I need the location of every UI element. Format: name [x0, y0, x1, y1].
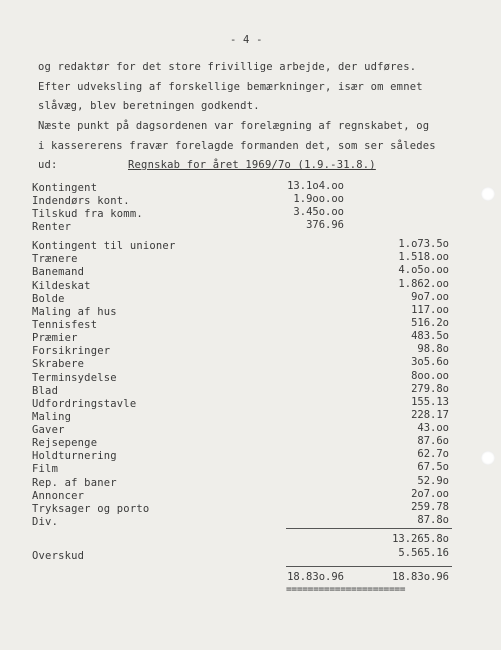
income-amount: 13.1o4.oo [287, 180, 344, 192]
expense-amount: 43.oo [417, 422, 449, 434]
subtotal-rule [286, 528, 452, 529]
expense-label: Banemand [32, 266, 85, 278]
expense-amount: 1.518.oo [398, 251, 449, 263]
income-amount: 3.45o.oo [293, 206, 344, 218]
expense-amount: 279.8o [411, 383, 449, 395]
expense-amount: 155.13 [411, 396, 449, 408]
expense-amount: 8oo.oo [411, 370, 449, 382]
expense-label: Trænere [32, 253, 78, 265]
total-left-amount: 18.83o.96 [287, 571, 344, 583]
expense-amount: 4.o5o.oo [398, 264, 449, 276]
expense-amount: 228.17 [411, 409, 449, 421]
expense-label: Udfordringstavle [32, 398, 137, 410]
expense-amount: 52.9o [417, 475, 449, 487]
expense-amount: 117.oo [411, 304, 449, 316]
expense-label: Holdturnering [32, 450, 117, 462]
expense-amount: 2o7.oo [411, 488, 449, 500]
page-number: - 4 - [230, 34, 263, 46]
expense-label: Film [32, 463, 59, 475]
expense-label: Skrabere [32, 358, 85, 370]
paragraph-line: Efter udveksling af forskellige bemærkninger, især om emnet [38, 81, 423, 93]
expense-label: Terminsydelse [32, 372, 117, 384]
expense-amount: 87.8o [417, 514, 449, 526]
income-amount: 376.96 [306, 219, 344, 231]
expense-label: Forsikringer [32, 345, 111, 357]
expense-amount: 62.7o [417, 448, 449, 460]
expense-label: Præmier [32, 332, 78, 344]
regnskab-title: Regnskab for året 1969/7o (1.9.-31.8.) [128, 159, 376, 171]
punch-hole-top [481, 187, 495, 201]
expense-amount: 259.78 [411, 501, 449, 513]
overskud-amount: 5.565.16 [398, 547, 449, 559]
expense-amount: 1.862.oo [398, 278, 449, 290]
expense-label: Blad [32, 385, 59, 397]
expense-label: Rep. af baner [32, 477, 117, 489]
expense-amount: 98.8o [417, 343, 449, 355]
subtotal-amount: 13.265.8o [392, 533, 449, 545]
total-rule [286, 566, 452, 567]
paragraph-line: slåvæg, blev beretningen godkendt. [38, 100, 260, 112]
expense-amount: 87.6o [417, 435, 449, 447]
expense-label: Kontingent til unioner [32, 240, 176, 252]
expense-amount: 3o5.6o [411, 356, 449, 368]
expense-amount: 67.5o [417, 461, 449, 473]
expense-amount: 9o7.oo [411, 291, 449, 303]
total-right-amount: 18.83o.96 [392, 571, 449, 583]
expense-label: Tennisfest [32, 319, 98, 331]
paragraph-line: i kassererens fravær forelagde formanden det, som ser således [38, 140, 436, 152]
expense-label: Maling [32, 411, 72, 423]
expense-label: Rejsepenge [32, 437, 98, 449]
paragraph-line: ud: [38, 159, 58, 171]
income-label: Tilskud fra komm. [32, 208, 143, 220]
expense-amount: 516.2o [411, 317, 449, 329]
income-label: Indendørs kont. [32, 195, 130, 207]
expense-label: Tryksager og porto [32, 503, 150, 515]
income-label: Kontingent [32, 182, 98, 194]
expense-amount: 1.o73.5o [398, 238, 449, 250]
double-rule: ====================== [286, 584, 406, 595]
expense-label: Kildeskat [32, 280, 91, 292]
expense-label: Annoncer [32, 490, 85, 502]
expense-amount: 483.5o [411, 330, 449, 342]
paragraph-line: og redaktør for det store frivillige arbejde, der udføres. [38, 61, 417, 73]
income-amount: 1.9oo.oo [293, 193, 344, 205]
expense-label: Div. [32, 516, 59, 528]
punch-hole-bottom [481, 451, 495, 465]
expense-label: Maling af hus [32, 306, 117, 318]
expense-label: Gaver [32, 424, 65, 436]
expense-label: Bolde [32, 293, 65, 305]
income-label: Renter [32, 221, 72, 233]
overskud-label: Overskud [32, 550, 85, 562]
paragraph-line: Næste punkt på dagsordenen var forelægning af regnskabet, og [38, 120, 430, 132]
